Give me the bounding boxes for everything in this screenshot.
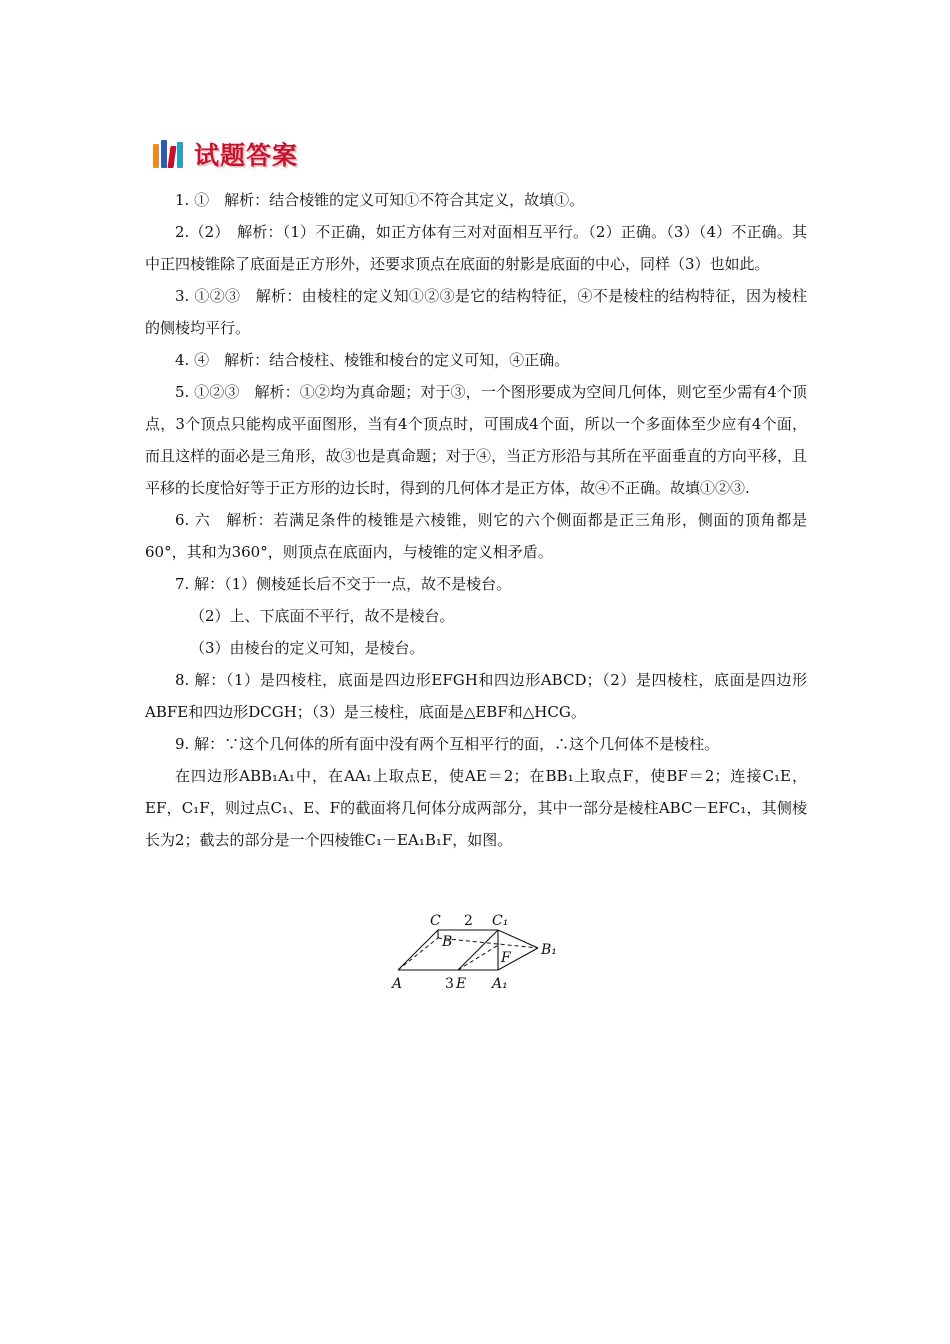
label-B1: B₁ bbox=[541, 942, 557, 958]
edge-AB-hidden bbox=[398, 938, 438, 970]
answer-9: 9. 解：∵这个几何体的所有面中没有两个互相平行的面，∴这个几何体不是棱柱。 bbox=[175, 735, 720, 753]
answers-body bbox=[145, 184, 807, 856]
label-A: A bbox=[392, 976, 403, 992]
label-C: C bbox=[430, 913, 441, 929]
label-2: 2 bbox=[464, 913, 473, 929]
answer-4: 4. ④ 解析：结合棱柱、棱锥和棱台的定义可知，④正确。 bbox=[175, 351, 570, 369]
section-title: 试题答案 bbox=[194, 141, 299, 170]
books-icon bbox=[150, 138, 190, 170]
answer-7: 7. 解：（1）侧棱延长后不交于一点，故不是棱台。 bbox=[175, 575, 512, 593]
answer-9-explanation: 在四边形ABB₁A₁中，在AA₁上取点E，使AE＝2；在BB₁上取点F，使BF＝2；连接C₁E，EF，C₁F，则过点C₁、E、F的截面将几何体分成两部分，其中一部分是棱柱ABC－EFC₁，其侧棱长为2；截去的部分是一个四棱锥C₁－EA₁B₁F，如图。 bbox=[145, 767, 807, 849]
answer-7-part-2: （2）上、下底面不平行，故不是棱台。 bbox=[190, 607, 455, 625]
answer-7-part-3: （3）由棱台的定义可知，是棱台。 bbox=[190, 639, 425, 657]
answer-2: 2.（2） 解析：（1）不正确，如正方体有三对对面相互平行。（2）正确。（3）（4）不正确。其中正四棱锥除了底面是正方形外，还要求顶点在底面的射影是底面的中心，同样（3）也如此。 bbox=[145, 223, 807, 273]
prism-figure bbox=[388, 910, 568, 994]
answer-3: 3. ①②③ 解析：由棱柱的定义知①②③是它的结构特征，④不是棱柱的结构特征，因为棱柱的侧棱均平行。 bbox=[145, 287, 807, 337]
edge-AC bbox=[398, 930, 438, 970]
section-header bbox=[150, 136, 298, 172]
label-A1: A₁ bbox=[492, 976, 508, 992]
edge-C1E bbox=[458, 930, 498, 970]
answer-8: 8. 解：（1）是四棱柱，底面是四边形EFGH和四边形ABCD；（2）是四棱柱，底面是四边形ABFE和四边形DCGH；（3）是三棱柱，底面是△EBF和△HCG。 bbox=[145, 671, 807, 721]
label-E: E bbox=[456, 976, 467, 992]
answer-6: 6. 六 解析：若满足条件的棱锥是六棱锥，则它的六个侧面都是正三角形，侧面的顶角都是60°，其和为360°，则顶点在底面内，与棱锥的定义相矛盾。 bbox=[145, 511, 807, 561]
edge-EF-hidden bbox=[458, 944, 500, 970]
label-3: 3 bbox=[445, 976, 454, 992]
answer-5: 5. ①②③ 解析：①②均为真命题；对于③，一个图形要成为空间几何体，则它至少需有4个顶点，3个顶点只能构成平面图形，当有4个顶点时，可围成4个面，所以一个多面体至少应有4个面，而且这样的面必是三角形，故③也是真命题；对于④，当正方形沿与其所在平面垂直的方向平移，且平移的长度恰好等于正方形的边长时，得到的几何体才是正方体，故④不正确。故填①②③. bbox=[145, 383, 807, 497]
label-F: F bbox=[501, 950, 511, 966]
answer-1: 1. ① 解析：结合棱锥的定义可知①不符合其定义，故填①。 bbox=[175, 191, 585, 209]
edge-C1B1 bbox=[498, 930, 538, 948]
label-C1: C₁ bbox=[492, 913, 509, 929]
label-B: B bbox=[442, 934, 453, 950]
